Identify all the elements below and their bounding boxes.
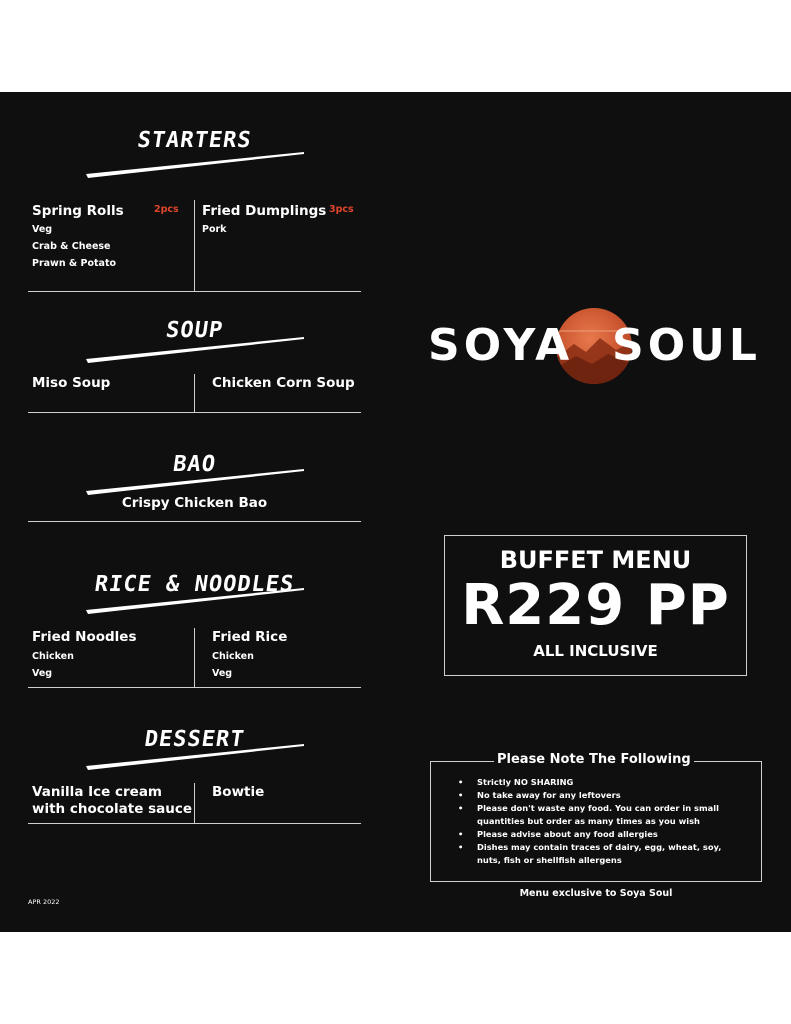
note-item: • Please advise about any food allergies — [458, 829, 658, 839]
item-name-miso-soup: Miso Soup — [32, 375, 111, 391]
item-name-vanilla-ice-cream: Vanilla Ice cream — [32, 784, 162, 800]
brush-stroke-bao — [86, 467, 304, 495]
section-divider — [28, 823, 361, 824]
item-name-fried-noodles: Fried Noodles — [32, 629, 137, 645]
menu-page — [0, 92, 791, 932]
column-divider — [194, 200, 195, 291]
bullet-icon: • — [458, 777, 464, 787]
logo-text-soya: SOYA — [428, 320, 574, 371]
item-option: Veg — [212, 668, 233, 679]
item-name-crispy-chicken-bao: Crispy Chicken Bao — [121, 495, 268, 511]
item-badge-spring-rolls: 2pcs — [154, 204, 179, 215]
item-option: Pork — [202, 224, 227, 235]
section-divider — [28, 291, 361, 292]
section-title-bao: BAO — [171, 452, 218, 477]
menu-footer: Menu exclusive to Soya Soul — [519, 888, 673, 899]
logo-text-soul: SOUL — [612, 320, 761, 371]
bullet-icon: • — [458, 803, 464, 813]
item-name-chicken-corn-soup: Chicken Corn Soup — [212, 375, 355, 391]
item-name-spring-rolls: Spring Rolls — [32, 203, 124, 219]
column-divider — [194, 374, 195, 412]
note-item: • Strictly NO SHARING — [458, 777, 574, 787]
brush-stroke-rice-noodles — [86, 586, 304, 614]
item-option: Chicken — [212, 651, 254, 662]
menu-date: APR 2022 — [28, 898, 60, 906]
notes-title: Please Note The Following — [494, 752, 694, 767]
brush-stroke-dessert — [86, 742, 304, 770]
soya-soul-logo — [426, 304, 771, 388]
item-name-fried-dumplings: Fried Dumplings — [202, 203, 327, 219]
section-title-starters: STARTERS — [135, 128, 254, 153]
buffet-price-box — [444, 535, 747, 676]
item-option: Prawn & Potato — [32, 258, 117, 269]
note-item: • Please don't waste any food. You can order in small quantities but order as many times as you wish — [458, 803, 719, 826]
item-badge-fried-dumplings: 3pcs — [329, 204, 354, 215]
column-divider — [194, 628, 195, 687]
section-divider — [28, 521, 361, 522]
item-option: Veg — [32, 668, 53, 679]
buffet-menu-heading: BUFFET MENU — [499, 546, 692, 574]
section-divider — [28, 412, 361, 413]
item-option: Chicken — [32, 651, 74, 662]
brush-stroke-soup — [86, 335, 304, 363]
item-option: Veg — [32, 224, 53, 235]
section-title-soup: SOUP — [164, 318, 225, 343]
all-inclusive-label: ALL INCLUSIVE — [533, 642, 658, 660]
item-option: Crab & Cheese — [32, 241, 111, 252]
buffet-price: R229 PP — [461, 573, 730, 638]
section-divider — [28, 687, 361, 688]
note-item: • No take away for any leftovers — [458, 790, 621, 800]
bullet-icon: • — [458, 829, 464, 839]
section-title-dessert: DESSERT — [142, 727, 247, 752]
section-title-rice-noodles: RICE & NOODLES — [93, 572, 296, 597]
bullet-icon: • — [458, 790, 464, 800]
brush-stroke-starters — [86, 150, 304, 178]
notes-box — [430, 752, 762, 882]
bullet-icon: • — [458, 842, 464, 852]
item-name-bowtie: Bowtie — [212, 784, 265, 800]
note-item: • Dishes may contain traces of dairy, egg, wheat, soy, nuts, fish or shellfish allergens — [458, 842, 722, 865]
item-name-fried-rice: Fried Rice — [212, 629, 288, 645]
notes-list — [458, 776, 748, 867]
column-divider — [194, 783, 195, 823]
item-name-vanilla-ice-cream-line2: with chocolate sauce — [32, 801, 192, 817]
